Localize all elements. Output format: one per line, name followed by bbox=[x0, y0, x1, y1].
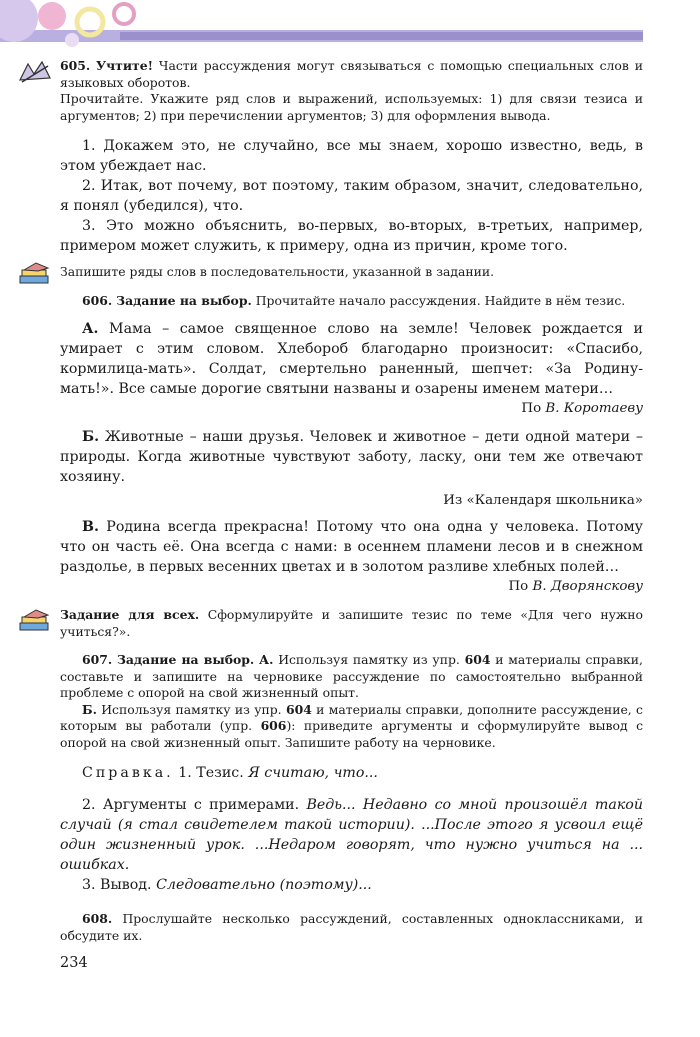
exercise-607-b-label: Б. bbox=[82, 701, 97, 717]
text-v-body: Родина всегда прекрасна! Потому что она одна у человека. Потому что он часть её. Она всегда с нами: в осеннем пламени лесов и в снежном раздолье, в первых весенних цветах и в золотом разливе хлебных полей… bbox=[60, 519, 643, 575]
text-b-label: Б. bbox=[82, 429, 100, 445]
attention-pen-icon bbox=[18, 60, 52, 84]
exercise-607-a-text: Используя памятку из упр. bbox=[278, 652, 460, 667]
exercise-606-intro bbox=[60, 293, 643, 310]
exercise-607-b-text3: ): приведите аргументы и сформулируйте вывод с опорой на свой жизненный опыт. Запишите работу на черновике. bbox=[60, 718, 644, 750]
books-icon bbox=[18, 609, 52, 633]
spravka-label: Справка. bbox=[82, 765, 174, 781]
exercise-607-a-label: А. bbox=[259, 652, 274, 667]
text-b-body: Животные – наши друзья. Человек и животное – дети одной матери – природы. Когда животные чувствуют заботу, ласку, они тем же отвечают хозяину. bbox=[60, 429, 643, 485]
header-decoration bbox=[0, 0, 700, 56]
spravka-1-italic: Я считаю, что... bbox=[248, 765, 378, 781]
text-v-label: В. bbox=[82, 519, 99, 535]
exercise-605 bbox=[60, 58, 643, 124]
exercise-605-item-3: 3. Это можно объяснить, во-первых, во-вторых, в-третьих, например, примером может служить, к примеру, одна из причин, кроме того. bbox=[60, 218, 643, 254]
exercise-607-b-text2: и материалы справки, дополните рассуждение, с которым вы работали (упр. bbox=[60, 701, 643, 733]
task-for-all-text bbox=[60, 607, 643, 640]
exercise-607-a-ref: 604 bbox=[464, 652, 491, 667]
text-v-by: По bbox=[508, 579, 529, 594]
books-icon bbox=[18, 262, 52, 286]
spravka-3 bbox=[60, 875, 643, 895]
exercise-606-title: Задание на выбор. bbox=[116, 292, 252, 308]
text-b bbox=[60, 427, 643, 487]
exercise-606-number: 606. bbox=[82, 292, 113, 308]
exercise-607-a-text2: и материалы справки, составьте и запишите на черновике рассуждение по самостоятельно выбранной проблеме с опорой на свой жизненный опыт. bbox=[60, 652, 643, 700]
task-for-all-title: Задание для всех. bbox=[60, 607, 200, 622]
exercise-606-text: Прочитайте начало рассуждения. Найдите в нём тезис. bbox=[255, 292, 626, 308]
exercise-607-title: Задание на выбор. bbox=[116, 652, 255, 667]
exercise-606 bbox=[60, 293, 643, 310]
exercise-607 bbox=[60, 652, 643, 751]
task-for-all bbox=[60, 607, 643, 640]
page-number: 234 bbox=[60, 955, 88, 971]
spravka-3-italic: Следовательно (поэтому)... bbox=[156, 877, 372, 893]
page-content bbox=[60, 58, 643, 944]
exercise-608-text: Прослушайте несколько рассуждений, составленных одноклассниками, и обсудите их. bbox=[60, 911, 643, 943]
exercise-607-a bbox=[60, 652, 643, 702]
exercise-605-title: Учтите! bbox=[96, 58, 154, 73]
task-for-all-body: Сформулируйте и запишите тезис по теме «Для чего нужно учиться?». bbox=[60, 607, 643, 639]
spravka-3-plain: 3. Вывод. bbox=[82, 877, 152, 893]
exercise-605-write bbox=[60, 264, 643, 281]
text-a-body: Мама – самое священное слово на земле! Человек рождается и умирает с этим словом. Хлебороб благодарно произносит: «Спасибо, кормилица-мать». Солдат, смертельно раненный, шепчет: «За Родину-мать!». Все самые дорогие святыни названы и озарены именем матери… bbox=[60, 321, 644, 397]
exercise-605-item-1: 1. Докажем это, не случайно, все мы знаем, хорошо известно, ведь, в этом убеждает нас. bbox=[60, 138, 643, 174]
text-a-author-name: В. Коротаеву bbox=[545, 401, 643, 416]
deco-circle-small bbox=[65, 33, 79, 47]
spravka-1 bbox=[60, 763, 643, 783]
exercise-605-items bbox=[60, 136, 643, 256]
deco-ring-pink bbox=[114, 4, 134, 24]
spravka-2-plain: 2. Аргументы с примерами. bbox=[82, 797, 300, 813]
exercise-605-number: 605. bbox=[60, 58, 91, 73]
exercise-605-intro bbox=[60, 58, 643, 91]
exercise-607-b-text: Используя памятку из упр. bbox=[101, 701, 282, 717]
spravka-1-plain: 1. Тезис. bbox=[178, 765, 244, 781]
header-stripe-inner bbox=[120, 32, 643, 40]
exercise-607-b bbox=[60, 702, 643, 752]
deco-circle-pink bbox=[38, 2, 66, 30]
text-v-author-name: В. Дворянскову bbox=[532, 579, 643, 594]
exercise-605-instructions: Прочитайте. Укажите ряд слов и выражений, используемых: 1) для связи тезиса и аргументов; 2) при перечислении аргументов; 3) для оформления вывода. bbox=[60, 91, 643, 123]
exercise-608 bbox=[60, 911, 643, 944]
spravka-2 bbox=[60, 795, 643, 875]
exercise-605-line1: Части рассуждения могут связываться с помощью специальных слов и языковых оборотов. bbox=[60, 58, 643, 90]
exercise-607-b-ref: 604 bbox=[285, 701, 312, 717]
text-a-author bbox=[60, 399, 643, 419]
exercise-605-write-text: Запишите ряды слов в последовательности, указанной в задании. bbox=[60, 264, 495, 279]
text-a-label: А. bbox=[82, 321, 99, 337]
text-b-source: Из «Календаря школьника» bbox=[443, 493, 643, 508]
exercise-607-number: 607. bbox=[82, 652, 113, 667]
spravka-2-italic: Ведь... Недавно со мной произошёл такой случай (я стал свидетелем такой истории). ...После этого я усвоил ещё один жизненный урок. ...Недаром говорят, что нужно учиться на ... ошибках. bbox=[60, 797, 643, 873]
exercise-607-b-ref2: 606 bbox=[260, 718, 287, 733]
exercise-608-number: 608. bbox=[82, 911, 113, 926]
text-a-by: По bbox=[521, 401, 542, 416]
text-v bbox=[60, 517, 643, 577]
text-a bbox=[60, 319, 643, 399]
exercise-605-item-2: 2. Итак, вот почему, вот поэтому, таким образом, значит, следовательно, я понял (убедился), что. bbox=[60, 178, 643, 214]
text-v-author bbox=[60, 577, 643, 597]
